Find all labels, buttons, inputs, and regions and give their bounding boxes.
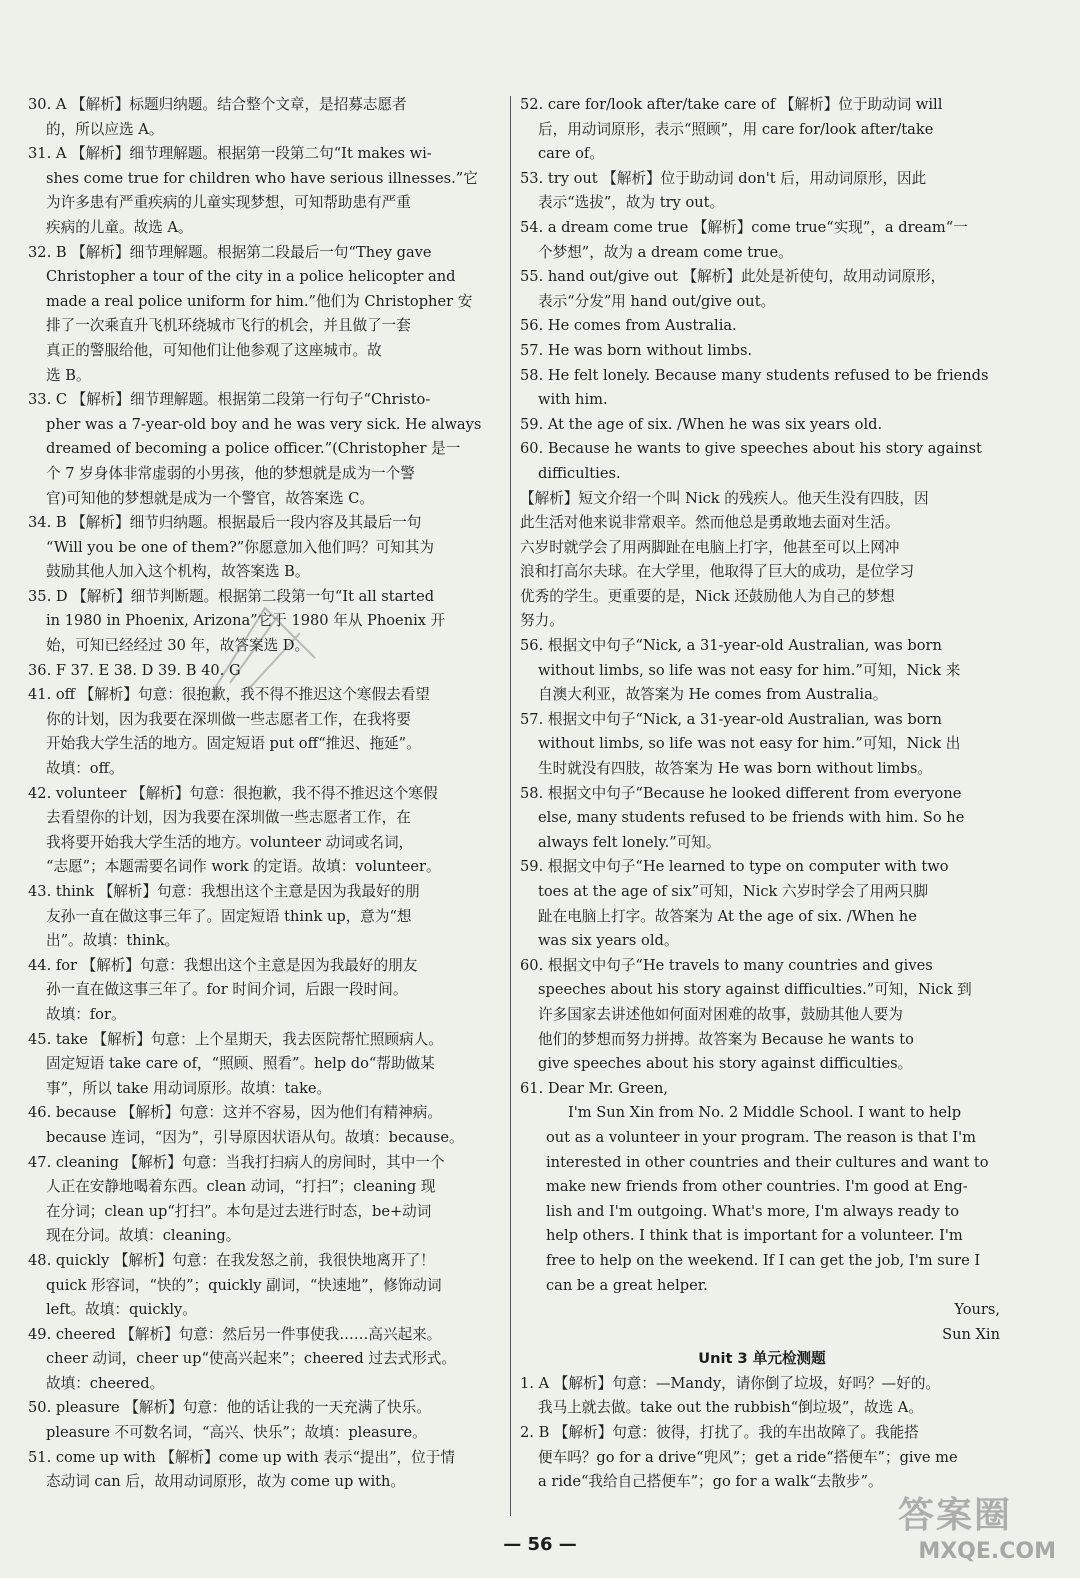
text-line: 60. Because he wants to give speeches about his story against bbox=[520, 440, 982, 458]
text-line: 表示“选拔”，故为 try out。 bbox=[538, 194, 725, 212]
text-line: 30. A 【解析】标题归纳题。结合整个文章，是招募志愿者 bbox=[28, 96, 407, 113]
text-line: 个 7 岁身体非常虚弱的小男孩，他的梦想就是成为一个警 bbox=[46, 464, 415, 482]
text-line: 努力。 bbox=[520, 612, 564, 630]
text-line: pleasure 不可数名词，“高兴、快乐”；故填：pleasure。 bbox=[46, 1424, 427, 1442]
text-line: 42. volunteer 【解析】句意：很抱歉，我不得不推迟这个寒假 bbox=[28, 784, 438, 802]
text-line: 真正的警服给他，可知他们让他参观了这座城市。故 bbox=[46, 341, 382, 359]
letter-line: can be a great helper. bbox=[546, 1276, 708, 1294]
text-line: Christopher a tour of the city in a police helicopter and bbox=[46, 268, 456, 286]
text-line: 趾在电脑上打字。故答案为 At the age of six. /When he bbox=[538, 907, 917, 925]
text-line: 49. cheered 【解析】句意：然后另一件事使我……高兴起来。 bbox=[28, 1325, 442, 1343]
text-line: 个梦想”，故为 a dream come true。 bbox=[538, 243, 793, 261]
text-line: 54. a dream come true 【解析】come true“实现”，a dream“一 bbox=[520, 218, 968, 236]
site-watermark bbox=[890, 1495, 1070, 1570]
text-line: always felt lonely.”可知。 bbox=[538, 833, 721, 851]
text-line: shes come true for children who have serious illnesses.”它 bbox=[46, 169, 478, 187]
text-line: 56. 根据文中句子“Nick, a 31-year-old Australian, was born bbox=[520, 637, 942, 655]
text-line: 许多国家去讲述他如何面对困难的故事，鼓励其他人要为 bbox=[538, 1005, 903, 1023]
text-line: 生时就没有四肢，故答案为 He was born without limbs。 bbox=[538, 760, 932, 778]
text-line: 他们的梦想而努力拼搏。故答案为 Because he wants to bbox=[538, 1030, 914, 1048]
letter-line: out as a volunteer in your program. The reason is that I'm bbox=[546, 1128, 977, 1146]
letter-line: lish and I'm outgoing. What's more, I'm always ready to bbox=[546, 1202, 960, 1220]
text-line: quick 形容词，“快的”；quickly 副词，“快速地”，修饰动词 bbox=[46, 1276, 442, 1294]
text-line: 的，所以应选 A。 bbox=[46, 120, 164, 138]
text-line: 去看望你的计划，因为我要在深圳做一些志愿者工作，在 bbox=[46, 809, 411, 827]
text-line: 46. because 【解析】句意：这并不容易，因为他们有精神病。 bbox=[28, 1104, 442, 1122]
text-line: 自澳大利亚，故答案为 He comes from Australia。 bbox=[538, 686, 888, 704]
text-line: 52. care for/look after/take care of 【解析】位于助动词 will bbox=[520, 96, 943, 113]
text-line: 后，用动词原形，表示“照顾”，用 care for/look after/take bbox=[538, 120, 934, 138]
text-line: 为许多患有严重疾病的儿童实现梦想，可知帮助患有严重 bbox=[46, 194, 411, 212]
text-line: 44. for 【解析】句意：我想出这个主意是因为我最好的朋友 bbox=[28, 956, 418, 974]
text-line: dreamed of becoming a police officer.”(Christopher 是一 bbox=[46, 440, 461, 458]
text-line: 58. He felt lonely. Because many students refused to be friends bbox=[520, 366, 989, 384]
text-line: in 1980 in Phoenix, Arizona”它于 1980 年从 Phoenix 开 bbox=[46, 612, 446, 630]
text-line: 孙一直在做这事三年了。for 时间介词，后跟一段时间。 bbox=[46, 981, 408, 999]
text-line: 55. hand out/give out 【解析】此处是祈使句，故用动词原形， bbox=[520, 268, 946, 286]
text-line: 六岁时就学会了用两脚趾在电脑上打字，他甚至可以上网冲 bbox=[520, 538, 900, 556]
text-line: 60. 根据文中句子“He travels to many countries and gives bbox=[520, 956, 933, 974]
text-line: 在分词；clean up“打扫”。本句是过去进行时态，be+动词 bbox=[46, 1202, 432, 1220]
text-line: 浪和打高尔夫球。在大学里，他取得了巨大的成功，是位学习 bbox=[520, 563, 915, 581]
text-line: 33. C 【解析】细节理解题。根据第二段第一行句子“Christo- bbox=[28, 391, 431, 409]
text-line: 我将要开始我大学生活的地方。volunteer 动词或名词， bbox=[46, 833, 414, 851]
text-line: 59. At the age of six. /When he was six years old. bbox=[520, 415, 883, 433]
letter-line: interested in other countries and their cultures and want to bbox=[546, 1153, 989, 1171]
text-line: else, many students refused to be friends with him. So he bbox=[538, 809, 965, 827]
text-line: 鼓励其他人加入这个机构，故答案选 B。 bbox=[46, 563, 310, 581]
text-line: pher was a 7-year-old boy and he was very sick. He always bbox=[46, 415, 482, 433]
page-number-value: 56 bbox=[527, 1534, 553, 1555]
text-line: cheer 动词，cheer up“使高兴起来”；cheered 过去式形式。 bbox=[46, 1350, 456, 1368]
text-line: 34. B 【解析】细节归纳题。根据最后一段内容及其最后一句 bbox=[28, 514, 422, 532]
sign-off-line: Sun Xin bbox=[942, 1325, 1000, 1343]
column-divider bbox=[510, 96, 511, 1516]
text-line: “志愿”；本题需要名词作 work 的定语。故填：volunteer。 bbox=[46, 858, 441, 876]
text-line: give speeches about his story against difficulties。 bbox=[538, 1055, 913, 1073]
text-line: 53. try out 【解析】位于助动词 don't 后，用动词原形，因此 bbox=[520, 169, 927, 187]
text-line: 32. B 【解析】细节理解题。根据第二段最后一句“They gave bbox=[28, 243, 432, 261]
left-column bbox=[28, 93, 498, 1495]
letter-line: free to help on the weekend. If I can get the job, I'm sure I bbox=[546, 1251, 981, 1269]
text-line: 官)可知他的梦想就是成为一个警官，故答案选 C。 bbox=[46, 489, 374, 507]
text-line: 此生活对他来说非常艰辛。然而他总是勇敢地去面对生活。 bbox=[520, 514, 900, 532]
letter-line: I'm Sun Xin from No. 2 Middle School. I want to help bbox=[568, 1104, 962, 1122]
text-line: 48. quickly 【解析】句意：在我发怒之前，我很快地离开了！ bbox=[28, 1251, 435, 1269]
text-line: 我马上就去做。take out the rubbish“倒垃圾”，故选 A。 bbox=[538, 1399, 923, 1417]
text-line: 45. take 【解析】句意：上个星期天，我去医院帮忙照顾病人。 bbox=[28, 1030, 443, 1048]
text-line: 友孙一直在做这事三年了。固定短语 think up，意为“想 bbox=[46, 907, 412, 925]
text-line: 事”，所以 take 用动词原形。故填：take。 bbox=[46, 1079, 332, 1097]
text-line: 47. cleaning 【解析】句意：当我打扫病人的房间时，其中一个 bbox=[28, 1153, 445, 1171]
text-line: 故填：for。 bbox=[46, 1005, 126, 1023]
text-line: without limbs, so life was not easy for him.”可知，Nick 来 bbox=[538, 661, 961, 679]
text-line: 41. off 【解析】句意：很抱歉，我不得不推迟这个寒假去看望 bbox=[28, 686, 430, 704]
text-line: 优秀的学生。更重要的是，Nick 还鼓励他人为自己的梦想 bbox=[520, 587, 895, 605]
text-line: 开始我大学生活的地方。固定短语 put off“推迟、拖延”。 bbox=[46, 735, 421, 753]
text-line: because 连词，“因为”，引导原因状语从句。故填：because。 bbox=[46, 1128, 464, 1146]
text-line: 现在分词。故填：cleaning。 bbox=[46, 1227, 241, 1245]
text-line: 1. A 【解析】句意：—Mandy，请你倒了垃圾，好吗？—好的。 bbox=[520, 1374, 941, 1392]
text-line: 态动词 can 后，故用动词原形，故为 come up with。 bbox=[46, 1473, 405, 1491]
text-line: 61. Dear Mr. Green, bbox=[520, 1079, 669, 1097]
text-line: “Will you be one of them?”你愿意加入他们吗？可知其为 bbox=[46, 538, 434, 556]
page-number: — 56 — bbox=[503, 1534, 577, 1555]
text-line: 2. B 【解析】句意：彼得，打扰了。我的车出故障了。我能搭 bbox=[520, 1424, 919, 1442]
text-line: 故填：off。 bbox=[46, 760, 124, 778]
text-line: 排了一次乘直升飞机环绕城市飞行的机会，并且做了一套 bbox=[46, 317, 411, 335]
text-line: 出”。故填：think。 bbox=[46, 932, 180, 950]
text-line: 故填：cheered。 bbox=[46, 1374, 165, 1392]
text-line: 36. F 37. E 38. D 39. B 40. G bbox=[28, 661, 241, 679]
text-line: difficulties. bbox=[538, 464, 621, 482]
right-column bbox=[520, 93, 1004, 1495]
text-line: 选 B。 bbox=[46, 366, 91, 384]
watermark-logo-text: 答案圈 bbox=[897, 1495, 1012, 1536]
sign-off-line: Yours, bbox=[954, 1301, 1000, 1319]
text-line: 31. A 【解析】细节理解题。根据第一段第二句“It makes wi- bbox=[28, 145, 432, 163]
letter-line: make new friends from other countries. I'm good at Eng- bbox=[546, 1178, 968, 1196]
text-line: made a real police uniform for him.”他们为 Christopher 安 bbox=[46, 292, 473, 310]
text-line: 【解析】短文介绍一个叫 Nick 的残疾人。他天生没有四肢，因 bbox=[520, 489, 929, 507]
text-line: 你的计划，因为我要在深圳做一些志愿者工作，在我将要 bbox=[46, 710, 411, 728]
text-line: 43. think 【解析】句意：我想出这个主意是因为我最好的朋 bbox=[28, 883, 420, 900]
text-line: a ride“我给自己搭便车”；go for a walk“去散步”。 bbox=[538, 1473, 883, 1491]
text-line: 人正在安静地喝着东西。clean 动词，“打扫”；cleaning 现 bbox=[46, 1178, 436, 1196]
watermark-url: MXQE.COM bbox=[918, 1539, 1056, 1564]
unit-title: Unit 3 单元检测题 bbox=[698, 1350, 826, 1368]
text-line: 57. 根据文中句子“Nick, a 31-year-old Australian, was born bbox=[520, 710, 942, 728]
text-line: care of。 bbox=[538, 145, 604, 163]
text-line: 50. pleasure 【解析】句意：他的话让我的一天充满了快乐。 bbox=[28, 1399, 431, 1417]
text-line: 56. He comes from Australia. bbox=[520, 317, 737, 335]
text-line: speeches about his story against difficulties.”可知，Nick 到 bbox=[538, 981, 972, 999]
text-line: 58. 根据文中句子“Because he looked different from everyone bbox=[520, 784, 962, 802]
text-line: without limbs, so life was not easy for him.”可知，Nick 出 bbox=[538, 735, 961, 753]
text-line: 始，可知已经经过 30 年，故答案选 D。 bbox=[46, 637, 310, 655]
text-line: 51. come up with 【解析】come up with 表示“提出”，位于情 bbox=[28, 1448, 455, 1466]
text-line: 疾病的儿童。故选 A。 bbox=[46, 218, 193, 236]
text-line: 固定短语 take care of，“照顾、照看”。help do“帮助做某 bbox=[46, 1055, 435, 1073]
text-line: 35. D 【解析】细节判断题。根据第二段第一句“It all started bbox=[28, 587, 435, 605]
text-line: 表示“分发”用 hand out/give out。 bbox=[538, 292, 776, 310]
ink-stamp-mark bbox=[205, 588, 325, 708]
text-line: 59. 根据文中句子“He learned to type on computer with two bbox=[520, 858, 949, 876]
text-line: was six years old。 bbox=[538, 932, 679, 950]
text-line: 57. He was born without limbs. bbox=[520, 341, 753, 359]
letter-line: help others. I think that is important for a volunteer. I'm bbox=[546, 1227, 963, 1245]
text-line: 便车吗？go for a drive“兜风”；get a ride“搭便车”；give me bbox=[538, 1448, 958, 1466]
text-line: left。故填：quickly。 bbox=[46, 1301, 197, 1319]
text-line: toes at the age of six”可知，Nick 六岁时学会了用两只脚 bbox=[538, 883, 928, 900]
text-line: with him. bbox=[538, 391, 608, 409]
